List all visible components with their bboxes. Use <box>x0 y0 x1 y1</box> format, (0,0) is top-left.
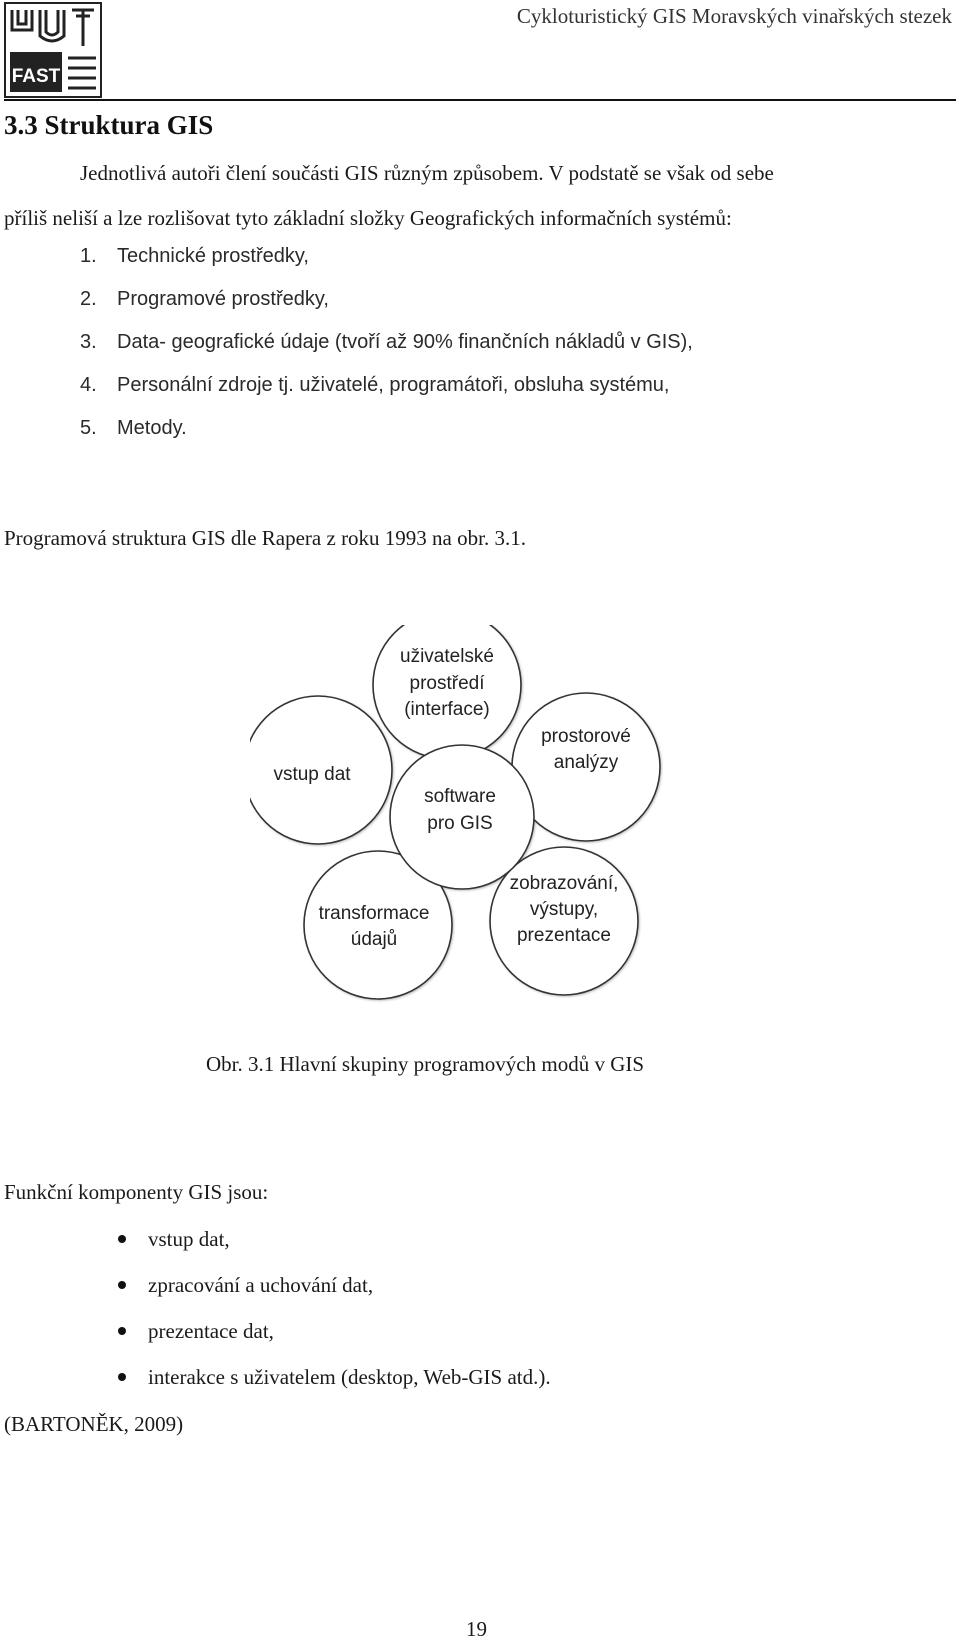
figure-lead-text: Programová struktura GIS dle Rapera z roku 1993 na obr. 3.1. <box>4 526 526 550</box>
list-text: Technické prostředky, <box>117 245 309 267</box>
header-title: Cykloturistický GIS Moravských vinařských stezek <box>516 4 952 28</box>
list-text: Personální zdroje tj. uživatelé, programátoři, obsluha systému, <box>117 374 670 396</box>
node-label-output-3: prezentace <box>516 925 612 946</box>
page-number: 19 <box>466 1617 487 1641</box>
node-label-output-2: výstupy, <box>529 899 599 920</box>
bullet-text: zpracování a uchování dat, <box>148 1273 374 1297</box>
node-label-input-1: vstup dat <box>273 764 351 785</box>
bullet-icon <box>118 1281 126 1289</box>
bullet-icon <box>118 1235 126 1243</box>
list-number: 2. <box>80 288 97 310</box>
list-item <box>80 374 670 397</box>
functional-components-lead: Funkční komponenty GIS jsou: <box>4 1180 269 1204</box>
node-label-transform-2: údajů <box>350 929 398 950</box>
node-label-ui-2: prostředí <box>409 673 485 694</box>
citation: (BARTONĚK, 2009) <box>4 1412 184 1436</box>
node-label-ui-1: uživatelské <box>400 646 494 667</box>
list-item <box>80 417 187 440</box>
bullet-icon <box>118 1373 126 1381</box>
node-label-spatial-1: prostorové <box>541 726 631 747</box>
node-label-spatial-2: analýzy <box>553 752 619 773</box>
list-number: 4. <box>80 374 97 396</box>
list-number: 3. <box>80 331 97 353</box>
list-item <box>80 331 693 354</box>
bullet-item <box>118 1365 551 1390</box>
list-text: Programové prostředky, <box>117 288 329 310</box>
bullet-item <box>118 1273 373 1298</box>
gis-structure-diagram <box>250 625 670 1045</box>
figure-caption: Obr. 3.1 Hlavní skupiny programových modů v GIS <box>206 1052 645 1076</box>
list-number: 1. <box>80 245 97 267</box>
node-label-output-1: zobrazování, <box>509 873 619 894</box>
list-item <box>80 245 309 268</box>
node-label-transform-1: transformace <box>318 903 430 924</box>
center-label-1: software <box>424 786 496 807</box>
intro-line-1: Jednotlivá autoři člení součásti GIS různým způsobem. V podstatě se však od sebe <box>80 161 774 185</box>
bullet-text: interakce s uživatelem (desktop, Web-GIS atd.). <box>148 1365 551 1389</box>
section-title: 3.3 Struktura GIS <box>4 110 214 140</box>
logo-text: FAST <box>11 66 61 87</box>
bullet-item <box>118 1227 230 1252</box>
fast-logo <box>4 2 102 98</box>
list-number: 5. <box>80 417 97 439</box>
list-item <box>80 288 329 311</box>
intro-line-2: příliš neliší a lze rozlišovat tyto základní složky Geografických informačních systémů: <box>4 206 732 230</box>
node-label-ui-3: (interface) <box>404 699 490 720</box>
header-divider <box>4 99 956 101</box>
list-text: Data- geografické údaje (tvoří až 90% finančních nákladů v GIS), <box>117 331 693 353</box>
center-label-2: pro GIS <box>427 813 493 834</box>
bullet-text: prezentace dat, <box>148 1319 274 1343</box>
bullet-text: vstup dat, <box>148 1227 230 1251</box>
list-text: Metody. <box>117 417 187 439</box>
bullet-item <box>118 1319 274 1344</box>
bullet-icon <box>118 1327 126 1335</box>
